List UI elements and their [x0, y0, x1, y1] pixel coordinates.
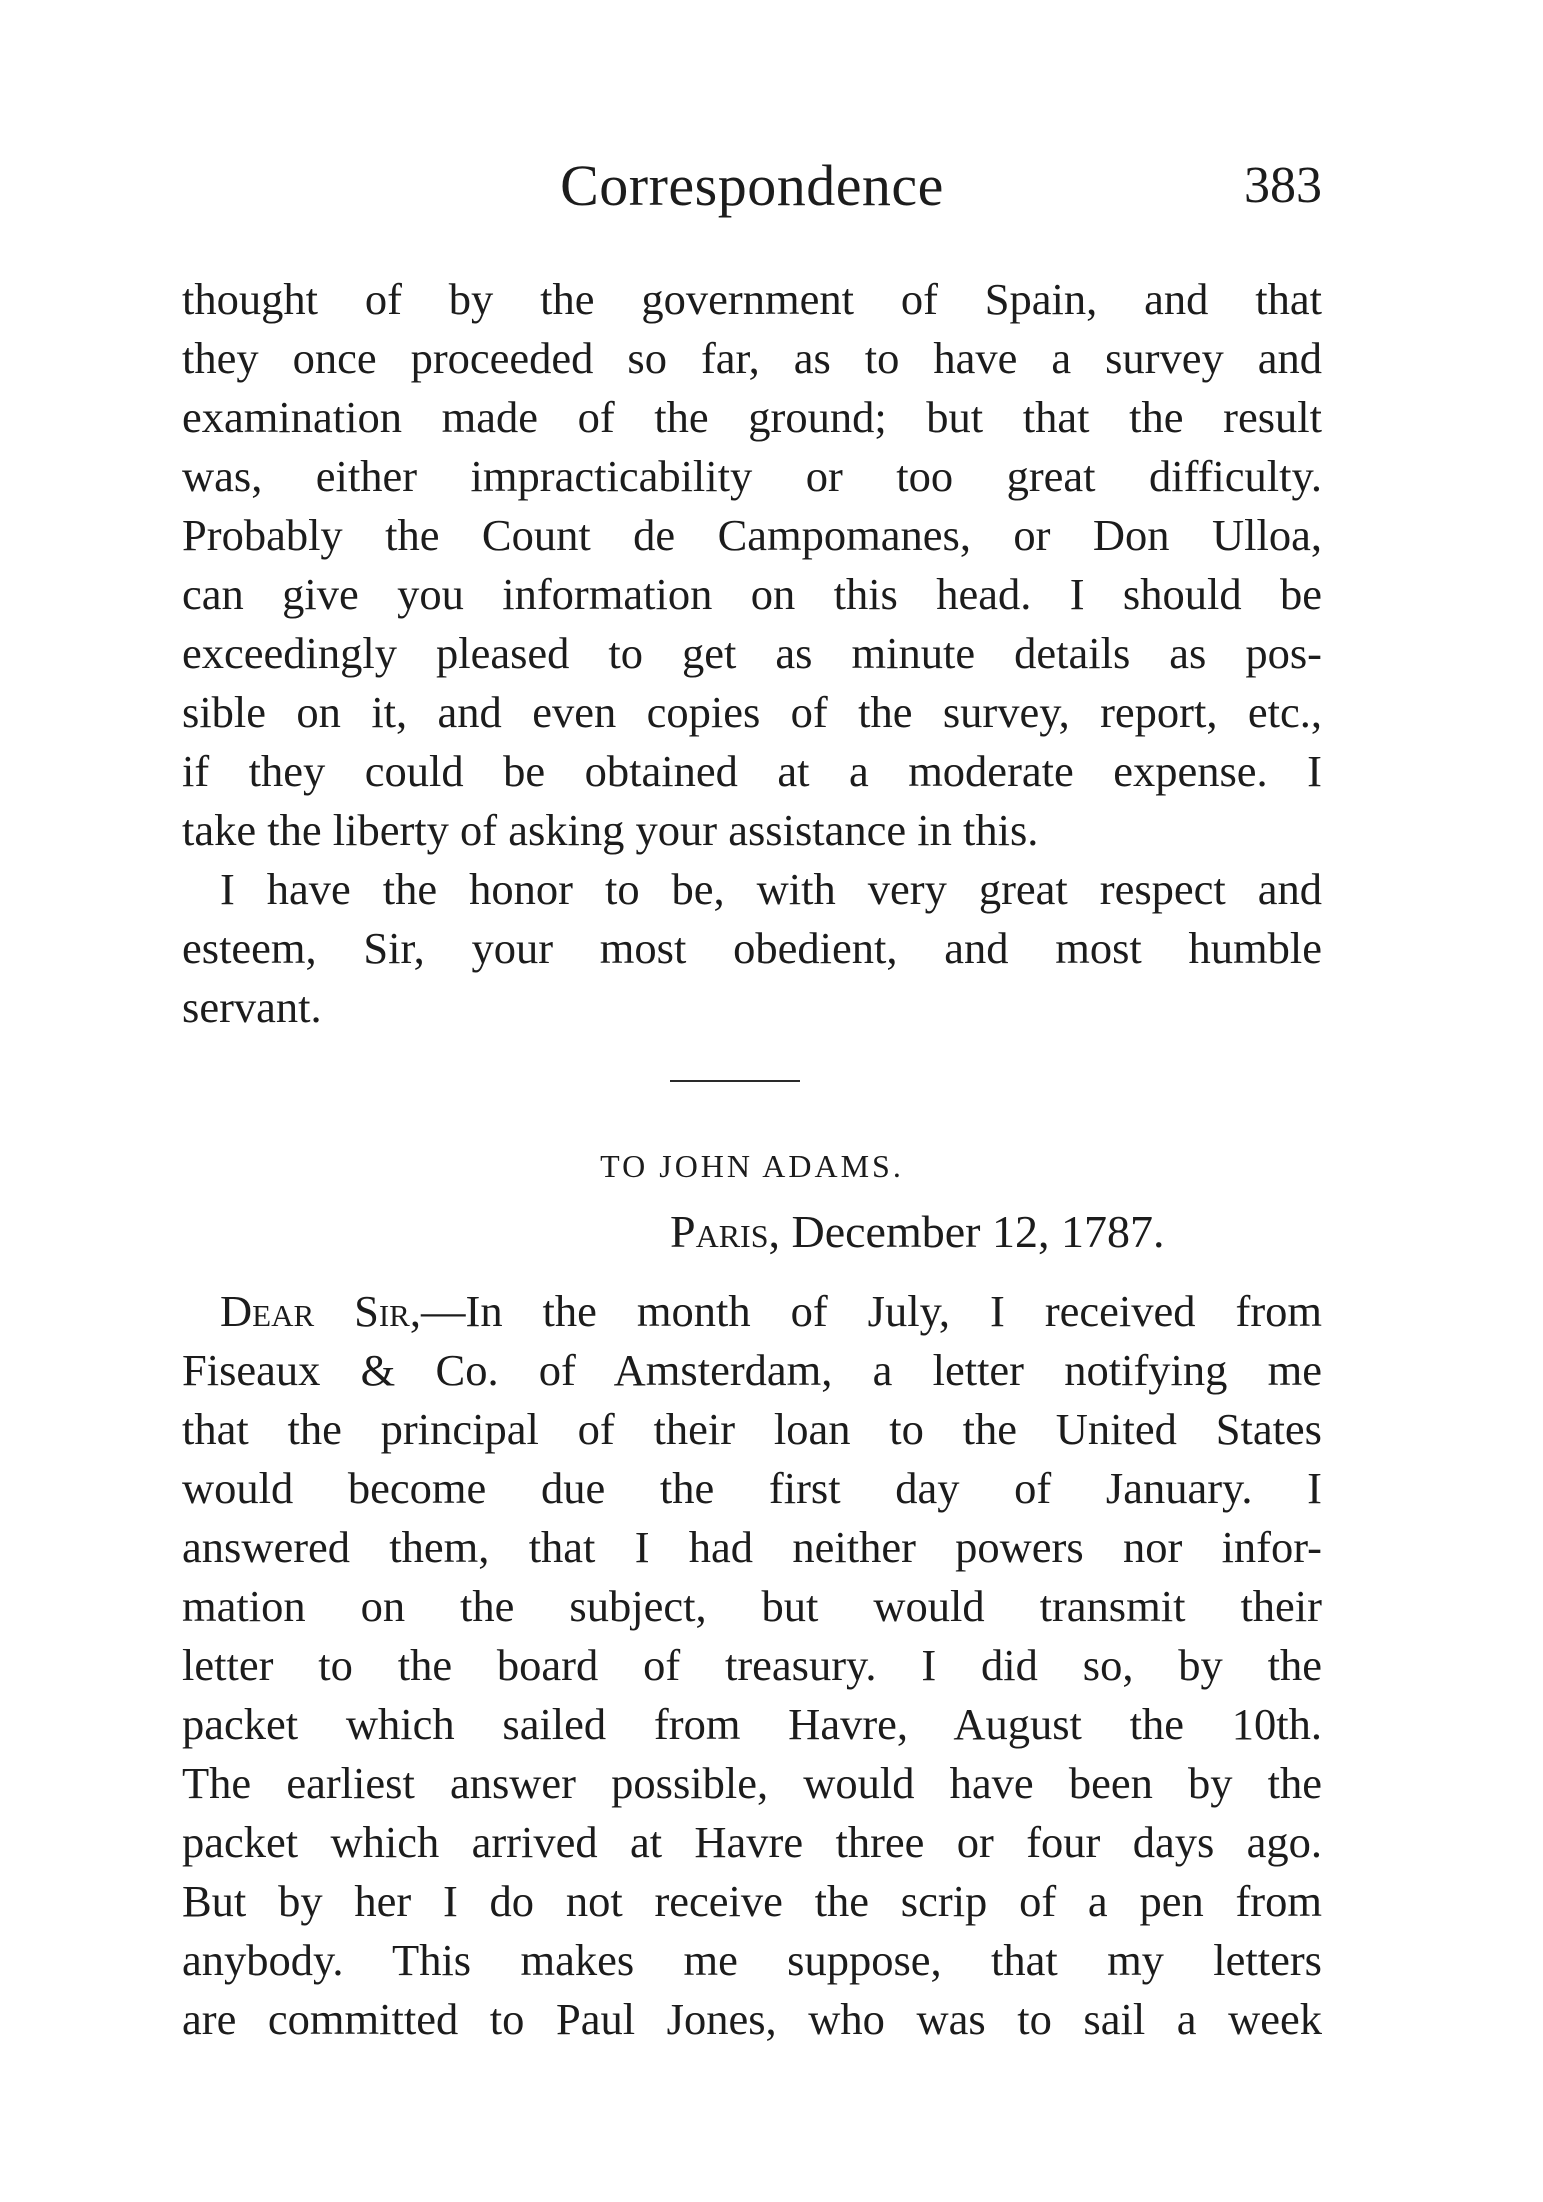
text-line: examination made of the ground; but that the result: [182, 392, 1322, 442]
text-line: But by her I do not receive the scrip of a pen from: [182, 1876, 1322, 1926]
text-line: anybody. This makes me suppose, that my letters: [182, 1935, 1322, 1985]
letter-dateline: [670, 1205, 1165, 1258]
text-line: was, either impracticability or too great difficulty.: [182, 451, 1322, 501]
text-line: mation on the subject, but would transmit their: [182, 1581, 1322, 1631]
page-header: [182, 152, 1322, 232]
letter-heading: TO JOHN ADAMS.: [600, 1148, 904, 1184]
text-line: are committed to Paul Jones, who was to sail a week: [182, 1994, 1322, 2044]
text-line: [182, 1282, 1322, 1341]
closing-line: servant.: [182, 982, 322, 1032]
closing-line: esteem, Sir, your most obedient, and most humble: [182, 923, 1322, 973]
text-line: letter to the board of treasury. I did so, by the: [182, 1640, 1322, 1690]
text-line: can give you information on this head. I should be: [182, 569, 1322, 619]
text-line: if they could be obtained at a moderate expense. I: [182, 746, 1322, 796]
text-line: they once proceeded so far, as to have a survey and: [182, 333, 1322, 383]
letter-date: December 12, 1787.: [791, 1206, 1165, 1257]
salutation: Dear Sir,: [220, 1286, 421, 1336]
text-line: sible on it, and even copies of the survey, report, etc.,: [182, 687, 1322, 737]
letter-place: Paris,: [670, 1206, 780, 1257]
text-line: Fiseaux & Co. of Amsterdam, a letter notifying me: [182, 1345, 1322, 1395]
text-line: The earliest answer possible, would have been by the: [182, 1758, 1322, 1808]
page-number: 383: [1244, 157, 1322, 214]
text-line: take the liberty of asking your assistance in this.: [182, 805, 1039, 855]
closing-line: I have the honor to be, with very great respect and: [220, 864, 1322, 914]
text-line: would become due the first day of January. I: [182, 1463, 1322, 1513]
text-line: packet which arrived at Havre three or four days ago.: [182, 1817, 1322, 1867]
letter-body-continued: [182, 270, 1322, 1037]
text-line: thought of by the government of Spain, and that: [182, 274, 1322, 324]
text-line: that the principal of their loan to the United States: [182, 1404, 1322, 1454]
section-divider: [670, 1080, 800, 1082]
letter-body: [182, 1282, 1322, 2049]
text-line: answered them, that I had neither powers nor infor-: [182, 1522, 1322, 1572]
running-title: Correspondence: [560, 153, 944, 218]
text-line: Probably the Count de Campomanes, or Don Ulloa,: [182, 510, 1322, 560]
first-line-text: —In the month of July, I received from: [421, 1286, 1323, 1336]
text-line: packet which sailed from Havre, August the 10th.: [182, 1699, 1322, 1749]
text-line: exceedingly pleased to get as minute details as pos-: [182, 628, 1322, 678]
